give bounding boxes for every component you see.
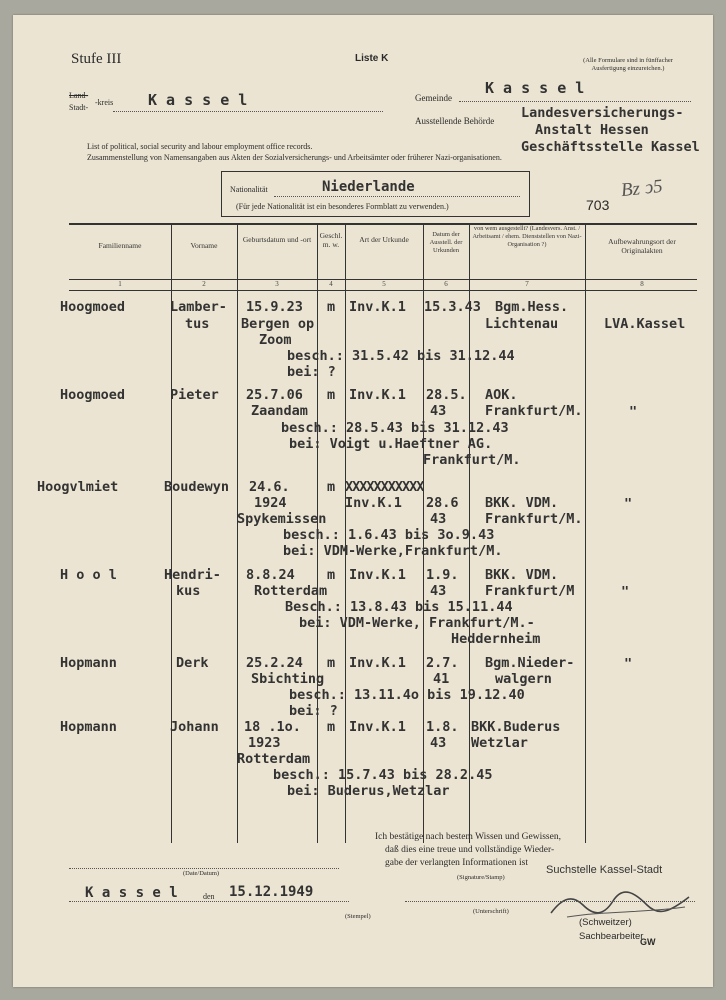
- employment-period: besch.: 15.7.43 bis 28.2.45: [273, 767, 493, 783]
- birth-place: Rotterdam: [254, 583, 328, 599]
- date-value: 15.12.1949: [229, 884, 314, 900]
- storage-ditto: ": [621, 584, 630, 600]
- document-type: Inv.K.1: [349, 567, 406, 583]
- employer-cont: Frankfurt/M.: [423, 452, 521, 468]
- office-stamp: Suchstelle Kassel-Stadt: [546, 864, 663, 876]
- employer: bei: VDM-Werke, Frankfurt/M.-: [299, 615, 535, 631]
- birth-place: Zaandam: [251, 403, 308, 419]
- issuer-cont: Wetzlar: [471, 735, 528, 751]
- stempel-label: (Stempel): [345, 913, 371, 920]
- column-header-art: Art der Urkunde: [359, 235, 409, 244]
- column-number: 7: [525, 280, 529, 288]
- storage-ditto: ": [624, 656, 633, 672]
- issue-date: 28.6: [426, 495, 459, 511]
- sex: m: [327, 655, 336, 671]
- surname: Hoogvlmiet: [37, 479, 119, 495]
- signature-label: (Signature/Stamp): [457, 874, 505, 881]
- nationality-label: Nationalität: [230, 185, 268, 194]
- issuer-cont: walgern: [495, 671, 552, 687]
- date-line: [69, 868, 339, 869]
- liste-label: Liste K: [355, 53, 389, 64]
- stufe-label: Stufe III: [71, 51, 122, 67]
- column-number: 2: [202, 280, 206, 288]
- document-type: Inv.K.1: [345, 495, 402, 511]
- sex: m: [327, 567, 336, 583]
- birth-date: 25.7.06: [246, 387, 303, 403]
- sex: m: [327, 479, 336, 495]
- issue-date-cont: 43: [430, 583, 447, 599]
- document-number: 703: [586, 197, 610, 213]
- kreis-value: K a s s e l: [148, 91, 248, 109]
- issuer-cont: Frankfurt/M.: [485, 403, 583, 419]
- document-type: Inv.K.1: [349, 299, 406, 315]
- column-number: 1: [118, 280, 122, 288]
- certification-text: [375, 831, 561, 870]
- behoerde-line1: Landesversicherungs-: [521, 105, 684, 121]
- given-name-cont: kus: [176, 583, 201, 599]
- document-page: [13, 15, 713, 987]
- birth-place: Rotterdam: [237, 751, 311, 767]
- column-divider: [171, 223, 172, 843]
- document-type: Inv.K.1: [349, 387, 406, 403]
- issue-date: 28.5.: [426, 387, 467, 403]
- issuer: BKK. VDM.: [485, 567, 559, 583]
- surname: Hoogmoed: [60, 387, 126, 403]
- employment-period: besch.: 28.5.43 bis 31.12.43: [281, 420, 509, 436]
- employer: bei: Buderus,Wetzlar: [287, 783, 450, 799]
- issue-date: 2.7.: [426, 655, 459, 671]
- unterschrift-label: (Unterschrift): [473, 908, 509, 915]
- column-header-aufbewahrungsort: Aufbewahrungsort der Originalakten: [608, 237, 676, 255]
- given-name: Lamber-: [170, 299, 227, 315]
- birth-place: Bergen op: [241, 316, 315, 332]
- column-divider: [237, 223, 238, 843]
- place-value: K a s s e l: [85, 885, 178, 901]
- kreis-suffix: -kreis: [95, 98, 114, 107]
- column-divider: [585, 223, 586, 843]
- den-label: den: [203, 892, 215, 901]
- given-name: Hendri-: [164, 567, 221, 583]
- kreis-prefix-land: Land-: [69, 91, 89, 100]
- certification-line: gabe der verlangten Informationen ist: [385, 858, 528, 868]
- column-header-aussteller: von wem ausgestellt? (Landesvers. Anst. / Arbeitsamt / ehem. Dienststellen von Nazi-Organisation ?): [472, 225, 582, 248]
- birth-date: 24.6.: [249, 479, 290, 495]
- issue-date: 1.9.: [426, 567, 459, 583]
- behoerde-line3: Geschäftsstelle Kassel: [521, 139, 700, 155]
- signer-initials: GW: [640, 937, 656, 947]
- certification-line: daß dies eine treue und vollständige Wieder-: [385, 845, 555, 855]
- birth-date: 15.9.23: [246, 299, 303, 315]
- given-name: Pieter: [170, 387, 219, 403]
- issue-date-cont: 41: [433, 671, 450, 687]
- employer: bei: ?: [287, 364, 336, 380]
- column-number: 6: [444, 280, 448, 288]
- copies-note: (Alle Formulare sind in fünffacher Ausfertigung einzureichen.): [583, 57, 673, 72]
- issuer-cont: Frankfurt/M: [485, 583, 575, 599]
- issuer-cont: Frankfurt/M.: [485, 511, 583, 527]
- birth-date: 25.2.24: [246, 655, 303, 671]
- document-type: Inv.K.1: [349, 719, 406, 735]
- birth-year: 1924: [254, 495, 287, 511]
- surname: H o o l: [60, 567, 117, 583]
- nationality-underline: [274, 196, 520, 197]
- signer-name: (Schweitzer): [579, 917, 632, 928]
- handwritten-reference: Bz ↄ5: [619, 175, 664, 202]
- issue-date-cont: 43: [430, 403, 447, 419]
- document-type: Inv.K.1: [349, 655, 406, 671]
- column-header-geburtsdatum: Geburtsdatum und -ort: [242, 235, 312, 244]
- birth-place-cont: Zoom: [259, 332, 292, 348]
- issue-date-cont: 43: [430, 511, 447, 527]
- kreis-underline: [113, 111, 383, 112]
- birth-place: Spykemissen: [237, 511, 327, 527]
- employer: bei: VDM-Werke,Frankfurt/M.: [283, 543, 503, 559]
- issuer: Bgm.Nieder-: [485, 655, 575, 671]
- nationality-note: (Für jede Nationalität ist ein besonderes Formblatt zu verwenden.): [236, 202, 449, 211]
- nationality-box: [221, 171, 530, 217]
- gemeinde-value: K a s s e l: [485, 79, 585, 97]
- column-header-familienname: Familienname: [98, 241, 142, 250]
- issue-date: 15.3.43: [424, 299, 481, 315]
- table-top-rule: [69, 223, 697, 225]
- employer-cont: Heddernheim: [451, 631, 541, 647]
- issue-date: 1.8.: [426, 719, 459, 735]
- storage-ditto: ": [629, 404, 638, 420]
- issuer-cont: Lichtenau: [485, 316, 559, 332]
- given-name: Boudewyn: [164, 479, 230, 495]
- storage-location: LVA.Kassel: [604, 316, 686, 332]
- kreis-prefix-stadt: Stadt-: [69, 103, 89, 112]
- surname: Hoogmoed: [60, 299, 126, 315]
- issuer: AOK.: [485, 387, 518, 403]
- employer: bei: ?: [289, 703, 338, 719]
- sex: m: [327, 719, 336, 735]
- employment-period: besch.: 1.6.43 bis 3o.9.43: [283, 527, 495, 543]
- employer: bei: Voigt u.Haeftner AG.: [289, 436, 493, 452]
- column-number: 3: [275, 280, 279, 288]
- gemeinde-underline: [459, 101, 691, 102]
- column-number: 5: [382, 280, 386, 288]
- behoerde-label: Ausstellende Behörde: [415, 116, 495, 126]
- birth-date: 8.8.24: [246, 567, 295, 583]
- issuer: BKK. VDM.: [485, 495, 559, 511]
- issuer: Bgm.Hess.: [495, 299, 569, 315]
- description-german: Zusammenstellung von Namensangaben aus Akten der Sozialversicherungs- und Arbeitsämter oder früherer Nazi-organisationen.: [87, 153, 502, 162]
- place-date-underline: [69, 901, 349, 902]
- birth-year: 1923: [248, 735, 281, 751]
- employment-period: besch.: 31.5.42 bis 31.12.44: [287, 348, 515, 364]
- certification-line: Ich bestätige nach bestem Wissen und Gewissen,: [375, 832, 561, 842]
- employment-period: Besch.: 13.8.43 bis 15.11.44: [285, 599, 513, 615]
- signer-role: Sachbearbeiter: [579, 931, 644, 942]
- column-number: 8: [640, 280, 644, 288]
- struck-out-text: XXXXXXXXXXX: [345, 479, 424, 495]
- surname: Hopmann: [60, 655, 117, 671]
- given-name-cont: tus: [185, 316, 210, 332]
- given-name: Johann: [170, 719, 219, 735]
- date-label: (Date/Datum): [183, 870, 220, 877]
- column-header-geschlecht: Geschl. m. w.: [319, 231, 343, 249]
- storage-ditto: ": [624, 496, 633, 512]
- issue-date-cont: 43: [430, 735, 447, 751]
- column-header-vorname: Vorname: [190, 241, 218, 250]
- column-header-datum: Datum der Ausstell. der Urkunden: [429, 231, 463, 254]
- birth-date: 18 .1o.: [244, 719, 301, 735]
- employment-period: besch.: 13.11.4o bis 19.12.40: [289, 687, 525, 703]
- birth-place: Sbichting: [251, 671, 325, 687]
- column-number: 4: [329, 280, 333, 288]
- description-english: List of political, social security and labour employment office records.: [87, 142, 313, 151]
- given-name: Derk: [176, 655, 209, 671]
- nationality-value: Niederlande: [322, 179, 415, 195]
- table-number-rule: [69, 290, 697, 291]
- issuer: BKK.Buderus: [471, 719, 561, 735]
- gemeinde-label: Gemeinde: [415, 93, 452, 103]
- sex: m: [327, 299, 336, 315]
- behoerde-line2: Anstalt Hessen: [535, 122, 649, 138]
- surname: Hopmann: [60, 719, 117, 735]
- sex: m: [327, 387, 336, 403]
